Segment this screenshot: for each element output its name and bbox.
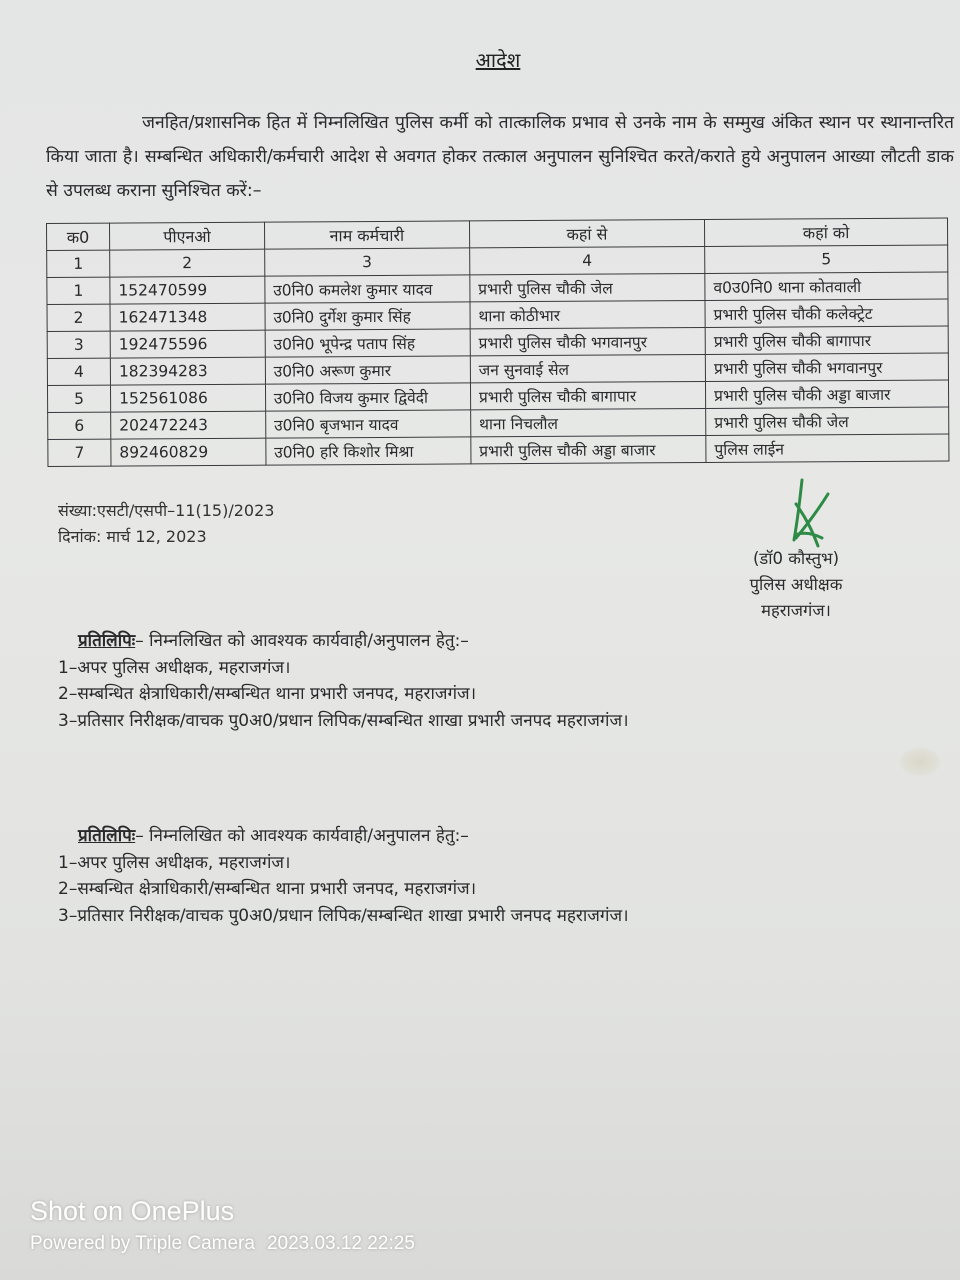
transfer-table [46, 217, 949, 467]
camera-watermark [30, 1196, 415, 1255]
copy-to-item: 2–सम्बन्धित क्षेत्राधिकारी/सम्बन्धित थाना प्रभारी जनपद, महराजगंज। [58, 879, 477, 899]
watermark-sub [30, 1233, 415, 1255]
watermark-timestamp: 2023.03.12 22:25 [266, 1233, 415, 1254]
serial-cell: 7 [48, 439, 111, 466]
watermark-powered: Powered by Triple Camera [30, 1233, 255, 1254]
copy-to-item: 2–सम्बन्धित क्षेत्राधिकारी/सम्बन्धित थाना प्रभारी जनपद, महराजगंज। [58, 684, 477, 704]
copy-to-heading [58, 628, 629, 655]
serial-cell: 3 [47, 331, 110, 358]
name-cell: उ0नि0 अरूण कुमार [265, 356, 470, 384]
pno-cell: 892460829 [111, 438, 266, 466]
col-header-name: नाम कर्मचारी [264, 221, 469, 249]
copy-to-item: 3–प्रतिसार निरीक्षक/वाचक पु0अ0/प्रधान लिपिक/सम्बन्धित शाखा प्रभारी जनपद महराजगंज। [58, 905, 629, 926]
copy-to-label: प्रतिलिपिः [78, 631, 136, 651]
name-cell: उ0नि0 भूपेन्द्र पताप सिंह [265, 329, 470, 357]
column-number: 1 [47, 250, 110, 277]
serial-cell: 6 [48, 412, 111, 439]
column-number: 3 [264, 248, 469, 276]
column-number: 4 [470, 246, 705, 274]
from-cell: थाना कोठीभार [470, 300, 705, 328]
from-cell: प्रभारी पुलिस चौकी बागापार [470, 381, 705, 409]
col-header-to: कहां को [705, 218, 948, 246]
signature-mark [788, 474, 858, 556]
order-meta [58, 498, 274, 550]
col-header-serial: क0 [47, 223, 110, 250]
col-header-pno: पीएनओ [110, 222, 265, 250]
signatory-designation: पुलिस अधीक्षक [749, 575, 843, 594]
pno-cell: 182394283 [110, 357, 265, 385]
signatory-place: महराजगंज। [761, 601, 831, 620]
from-cell: प्रभारी पुलिस चौकी अड्डा बाजार [471, 435, 706, 463]
from-cell: प्रभारी पुलिस चौकी भगवानपुर [470, 327, 705, 355]
pno-cell: 192475596 [110, 330, 265, 358]
serial-cell: 4 [47, 358, 110, 385]
copy-to-item: 1–अपर पुलिस अधीक्षक, महराजगंज। [58, 657, 291, 678]
to-cell: व0उ0नि0 थाना कोतवाली [705, 272, 948, 300]
name-cell: उ0नि0 कमलेश कुमार यादव [265, 275, 470, 303]
intro-text: जनहित/प्रशासनिक हित में निम्नलिखित पुलिस कर्मी को तात्कालिक प्रभाव से उनके नाम के सम्मुख अंकित स्थान पर स्थानान्तरित किया जाता है। सम्बन्धित अधिकारी/कर्मचारी आदेश से अवगत होकर तत्काल अनुपालन सुनिश्चित करते/कराते हुये अनुपालन आख्या लौटती डाक से उपलब्ध कराना सुनिश्चित करें:– [46, 113, 954, 201]
copy-to-heading [58, 823, 629, 850]
serial-cell: 5 [47, 385, 110, 412]
copy-to-item: 3–प्रतिसार निरीक्षक/वाचक पु0अ0/प्रधान लिपिक/सम्बन्धित शाखा प्रभारी जनपद महराजगंज। [58, 710, 629, 731]
to-cell: प्रभारी पुलिस चौकी कलेक्ट्रेट [705, 299, 948, 327]
pno-cell: 202472243 [111, 411, 266, 439]
to-cell: प्रभारी पुलिस चौकी अड्डा बाजार [706, 380, 949, 408]
from-cell: थाना निचलौल [470, 408, 705, 436]
col-header-from: कहां से [469, 219, 704, 247]
serial-cell: 2 [47, 304, 110, 331]
copy-to-text: – निम्नलिखित को आवश्यक कार्यवाही/अनुपालन हेतु:– [135, 631, 469, 651]
serial-cell: 1 [47, 277, 110, 304]
name-cell: उ0नि0 बृजभान यादव [265, 410, 470, 438]
pno-cell: 152470599 [110, 276, 265, 304]
reference-number: संख्या:एसटी/एसपी–11(15)/2023 [58, 501, 275, 520]
pno-cell: 152561086 [110, 384, 265, 412]
from-cell: प्रभारी पुलिस चौकी जेल [470, 273, 705, 301]
to-cell: पुलिस लाईन [706, 434, 949, 462]
copy-to-text: – निम्नलिखित को आवश्यक कार्यवाही/अनुपालन हेतु:– [135, 826, 469, 846]
signatory-name: (डॉ0 कौस्तुभ) [752, 549, 840, 568]
copy-to-label: प्रतिलिपिः [78, 826, 136, 846]
column-number: 2 [110, 249, 265, 277]
pno-cell: 162471348 [110, 303, 265, 331]
intro-paragraph [46, 106, 954, 208]
to-cell: प्रभारी पुलिस चौकी भगवानपुर [705, 353, 948, 381]
copy-to-item: 1–अपर पुलिस अधीक्षक, महराजगंज। [58, 852, 291, 873]
from-cell: जन सुनवाई सेल [470, 354, 705, 382]
table-row [48, 434, 949, 467]
paper-stain [900, 748, 940, 776]
name-cell: उ0नि0 विजय कुमार द्विवेदी [265, 383, 470, 411]
name-cell: उ0नि0 हरि किशोर मिश्रा [266, 437, 471, 465]
page-title: आदेश [475, 48, 521, 72]
signature-block [716, 546, 876, 624]
order-date: दिनांक: मार्च 12, 2023 [58, 527, 207, 546]
name-cell: उ0नि0 दुर्गेश कुमार सिंह [265, 302, 470, 330]
to-cell: प्रभारी पुलिस चौकी बागापार [705, 326, 948, 354]
to-cell: प्रभारी पुलिस चौकी जेल [706, 407, 949, 435]
column-number: 5 [705, 245, 948, 273]
watermark-brand: Shot on OnePlus [30, 1196, 235, 1226]
copy-to-section [58, 628, 629, 734]
copy-to-section [58, 823, 629, 929]
